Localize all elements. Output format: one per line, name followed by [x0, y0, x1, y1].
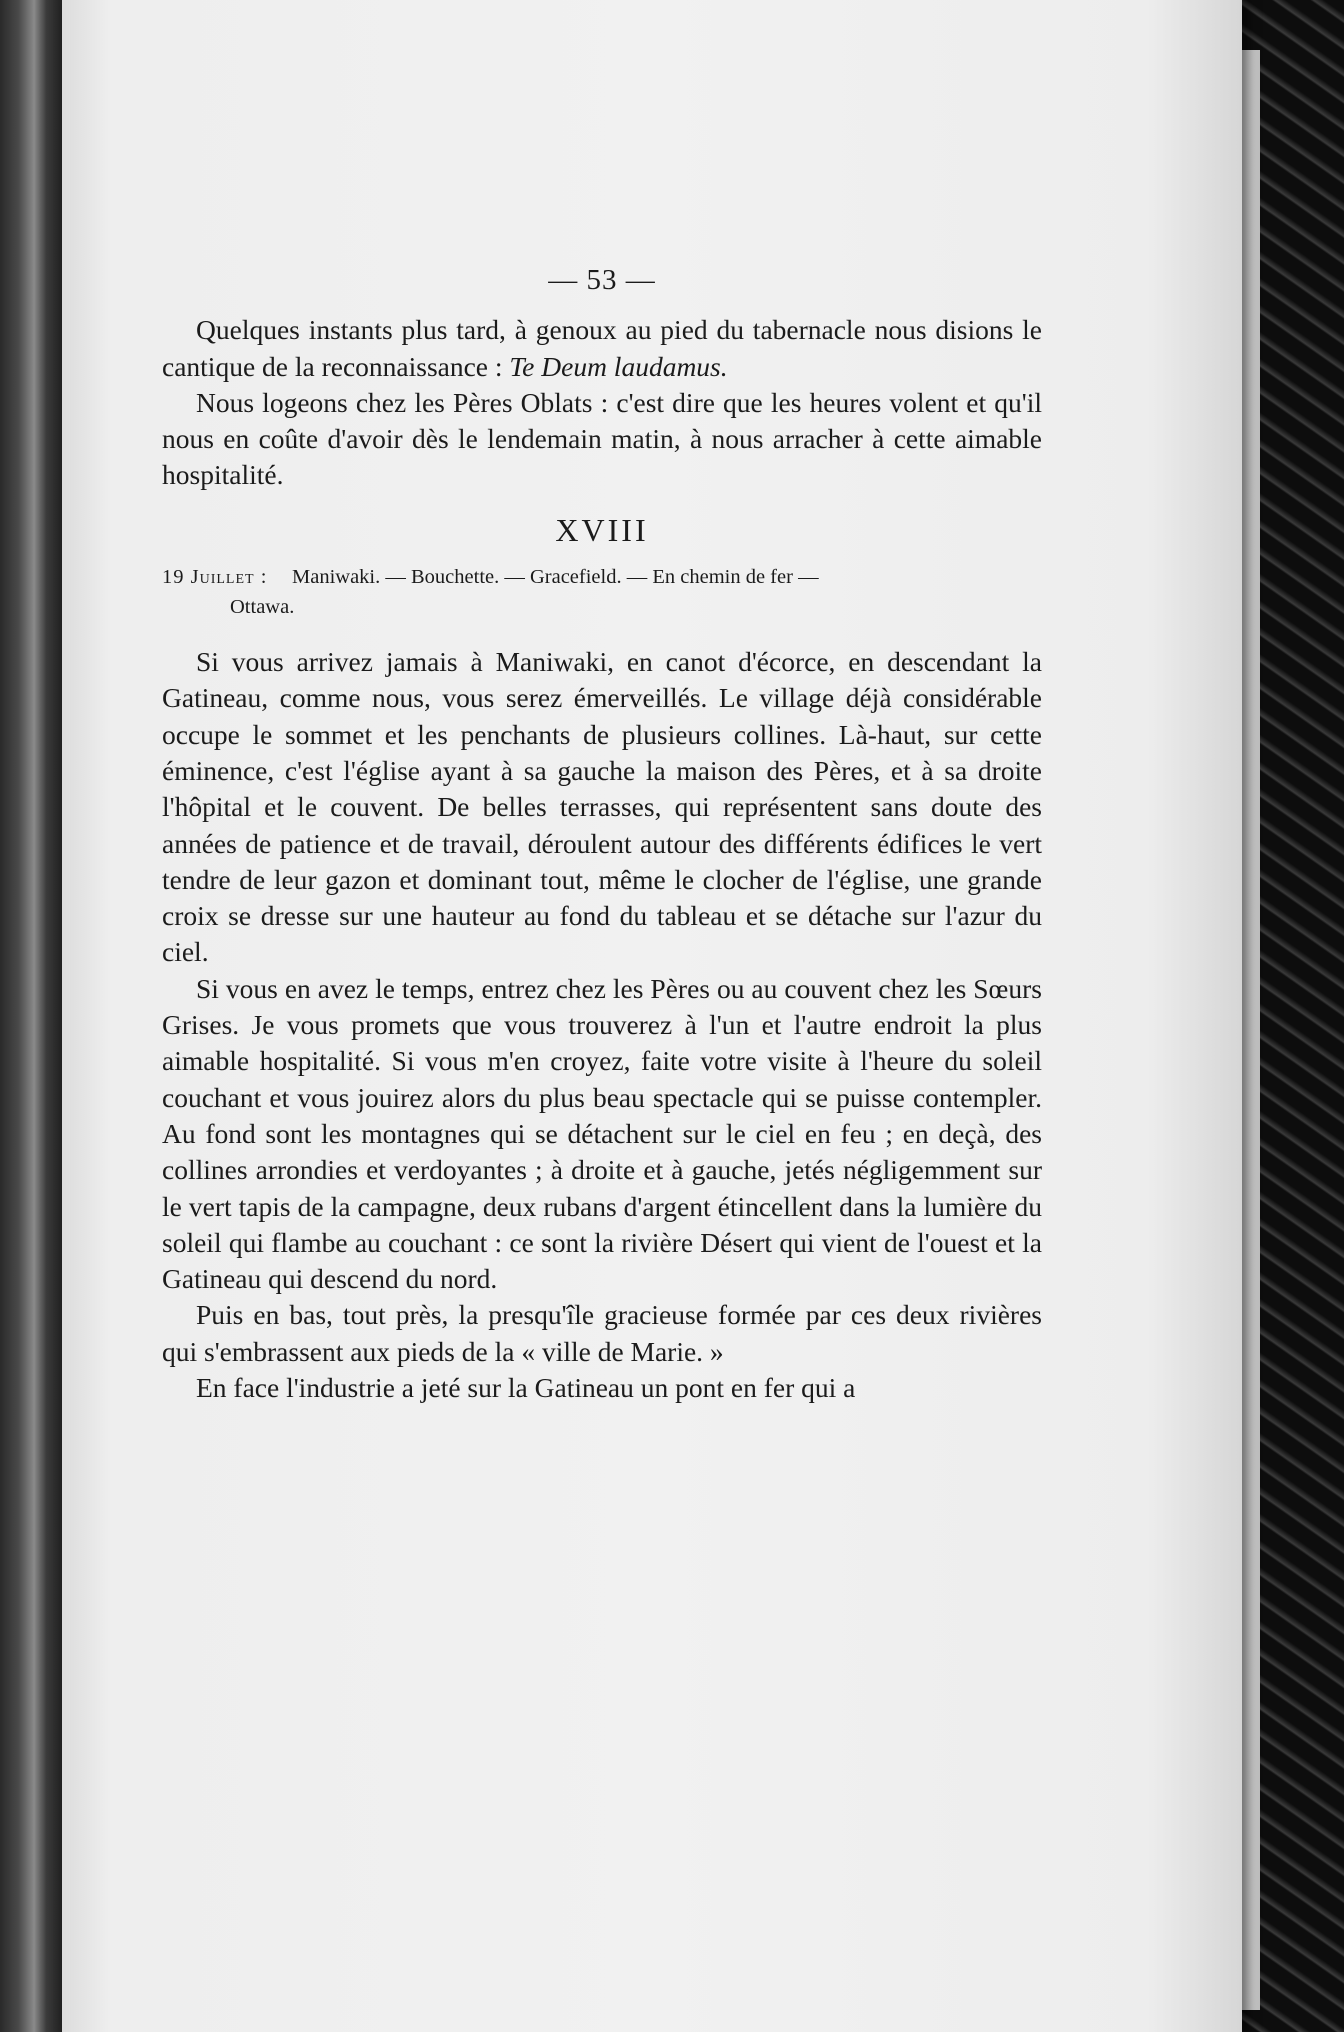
paragraph-3: Si vous arrivez jamais à Maniwaki, en canot d'écorce, en descendant la Gatineau, comme nous, vous serez émerveillés. Le village déjà considérable occupe le sommet et les penchants de plusieurs collines. Là-haut, sur cette éminence, c'est l'église ayant à sa gauche la maison des Pères, et à sa droite l'hôpital et le couvent. De belles terrasses, qui représentent sans doute des années de patience et de travail, déroulent autour des différents édifices le vert tendre de leur gazon et dominant tout, même le clocher de l'église, une grande croix se dresse sur une hauteur au fond du tableau et se détache sur l'azur du ciel. [162, 646, 1042, 968]
chapter-heading: XVIII [555, 511, 649, 548]
paragraph-1 [162, 312, 1042, 385]
summary-line-1: Maniwaki. — Bouchette. — Gracefield. — En chemin de fer — [292, 566, 819, 589]
previous-page-edge [0, 0, 62, 2032]
paragraph-1-latin: Te Deum laudamus. [509, 350, 728, 382]
summary-line-2: Ottawa. [230, 596, 295, 619]
paragraph-6: En face l'industrie a jeté sur la Gatineau un pont en fer qui a [196, 1372, 856, 1404]
paragraph-4: Si vous en avez le temps, entrez chez les Pères ou au couvent chez les Sœurs Grises. Je vous promets que vous trouverez à l'un et l'autre endroit la plus aimable hospitalité. Si vous m'en croyez, faite votre visite à l'heure du soleil couchant et vous jouirez alors du plus beau spectacle qui se puisse contempler. Au fond sont les montagnes qui se détachent sur le ciel en feu ; en deçà, des collines arrondies et verdoyantes ; à droite et à gauche, jetés négligemment sur le vert tapis de la campagne, deux rubans d'argent étincellent dans la lumière du soleil qui flambe au couchant : ce sont la rivière Désert qui vient de l'ouest et la Gatineau qui descend du nord. [162, 972, 1042, 1295]
page-content [162, 262, 1042, 1406]
paragraph-2: Nous logeons chez les Pères Oblats : c'est dire que les heures volent et qu'il nous en coûte d'avoir dès le lendemain matin, à nous arracher à cette aimable hospitalité. [162, 386, 1042, 491]
paragraph-5: Puis en bas, tout près, la presqu'île gracieuse formée par ces deux rivières qui s'embrassent aux pieds de la « ville de Marie. » [162, 1299, 1042, 1367]
summary-date: 19 Juillet : [162, 566, 268, 589]
page-number: — 53 — [548, 264, 656, 296]
paragraph-1-text: Quelques instants plus tard, à genoux au pied du tabernacle nous disions le cantique de la reconnaissance : [162, 314, 1042, 382]
chapter-summary [162, 562, 1042, 622]
book-page [62, 0, 1242, 2032]
